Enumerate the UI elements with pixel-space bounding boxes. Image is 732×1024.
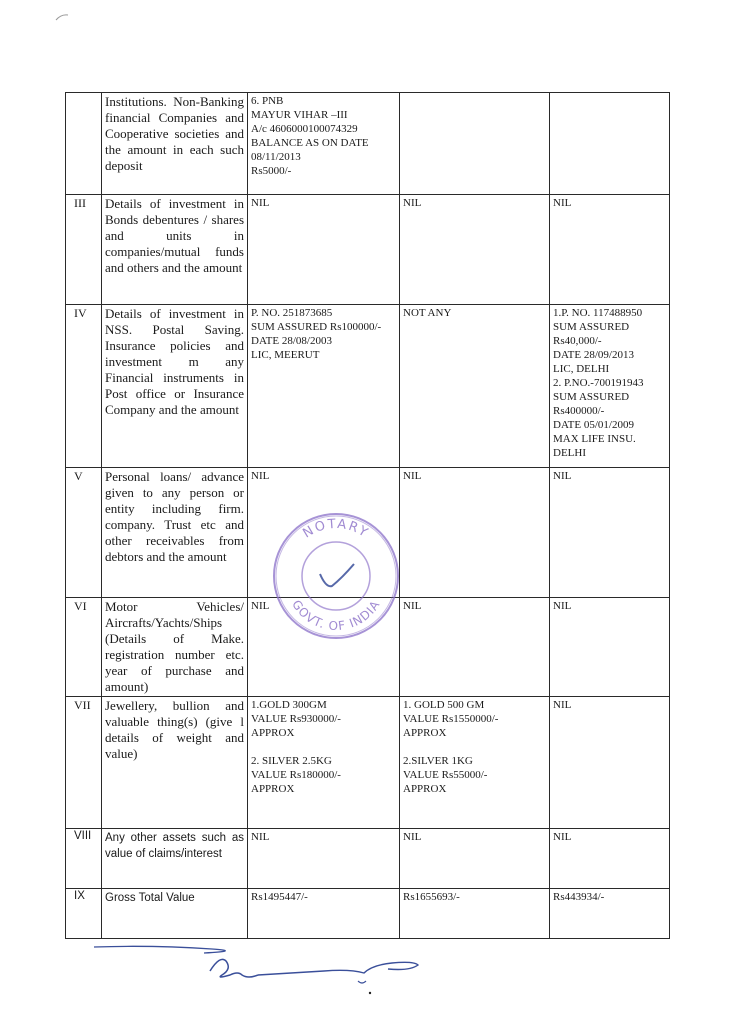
value-cell-spouse — [400, 93, 550, 195]
value-cell-spouse: NIL — [400, 468, 550, 598]
value-cell-self: P. NO. 251873685 SUM ASSURED Rs100000/- DATE 28/08/2003 LIC, MEERUT — [248, 305, 400, 468]
value-cell-dependent: NIL — [550, 195, 670, 305]
stamp-top-text: NOTARY — [300, 516, 372, 542]
value-cell-dependent: NIL — [550, 829, 670, 889]
table-row — [66, 468, 670, 598]
row-number: IX — [66, 889, 102, 939]
value-cell-spouse: 1. GOLD 500 GM VALUE Rs1550000/- APPROX 2.SILVER 1KG VALUE Rs55000/- APPROX — [400, 697, 550, 829]
value-cell-spouse: NIL — [400, 598, 550, 697]
asset-description: Details of investment in Bonds debentures / shares and units in companies/mutual funds and others and the amount — [102, 195, 248, 305]
row-number — [66, 93, 102, 195]
value-cell-dependent: NIL — [550, 697, 670, 829]
assets-table — [65, 92, 670, 939]
table-row — [66, 598, 670, 697]
value-cell-self: NIL — [248, 468, 400, 598]
value-cell-spouse: Rs1655693/- — [400, 889, 550, 939]
table-row — [66, 195, 670, 305]
asset-description: Institutions. Non-Banking financial Companies and Cooperative societies and the amount in each such deposit — [102, 93, 248, 195]
row-number: VI — [66, 598, 102, 697]
table-row — [66, 889, 670, 939]
value-cell-spouse: NIL — [400, 829, 550, 889]
value-cell-self: NIL — [248, 598, 400, 697]
value-cell-self: Rs1495447/- — [248, 889, 400, 939]
value-cell-self: 1.GOLD 300GM VALUE Rs930000/- APPROX 2. SILVER 2.5KG VALUE Rs180000/- APPROX — [248, 697, 400, 829]
asset-description: Personal loans/ advance given to any person or entity including firm. company. Trust etc and other receivables from debtors and the amount — [102, 468, 248, 598]
table-row — [66, 697, 670, 829]
asset-description: Any other assets such as value of claims/interest — [102, 829, 248, 889]
value-cell-dependent — [550, 93, 670, 195]
scan-mark — [55, 12, 69, 22]
table-row — [66, 829, 670, 889]
value-cell-dependent: 1.P. NO. 117488950 SUM ASSURED Rs40,000/- DATE 28/09/2013 LIC, DELHI 2. P.NO.-700191943 SUM ASSURED Rs400000/- DATE 05/01/2009 MAX LIFE INSU. DELHI — [550, 305, 670, 468]
asset-description: Gross Total Value — [102, 889, 248, 939]
row-number: VII — [66, 697, 102, 829]
asset-description: Jewellery, bullion and valuable thing(s) (give l details of weight and value) — [102, 697, 248, 829]
value-cell-dependent: NIL — [550, 468, 670, 598]
value-cell-spouse: NIL — [400, 195, 550, 305]
value-cell-self: NIL — [248, 195, 400, 305]
stamp-bottom-text: GOVT. OF INDIA — [289, 597, 383, 634]
signature — [92, 935, 432, 995]
value-cell-self: 6. PNB MAYUR VIHAR –III A/c 4606000100074329 BALANCE AS ON DATE 08/11/2013 Rs5000/- — [248, 93, 400, 195]
row-number: IV — [66, 305, 102, 468]
value-cell-self: NIL — [248, 829, 400, 889]
value-cell-dependent: Rs443934/- — [550, 889, 670, 939]
table-row — [66, 305, 670, 468]
asset-description: Motor Vehicles/ Aircrafts/Yachts/Ships (Details of Make. registration number etc. year of purchase and amount) — [102, 598, 248, 697]
value-cell-dependent: NIL — [550, 598, 670, 697]
value-cell-spouse: NOT ANY — [400, 305, 550, 468]
row-number: V — [66, 468, 102, 598]
table-row — [66, 93, 670, 195]
row-number: III — [66, 195, 102, 305]
asset-description: Details of investment in NSS. Postal Saving. Insurance policies and investment m any Financial instruments in Post office or Insurance Company and the amount — [102, 305, 248, 468]
row-number: VIII — [66, 829, 102, 889]
